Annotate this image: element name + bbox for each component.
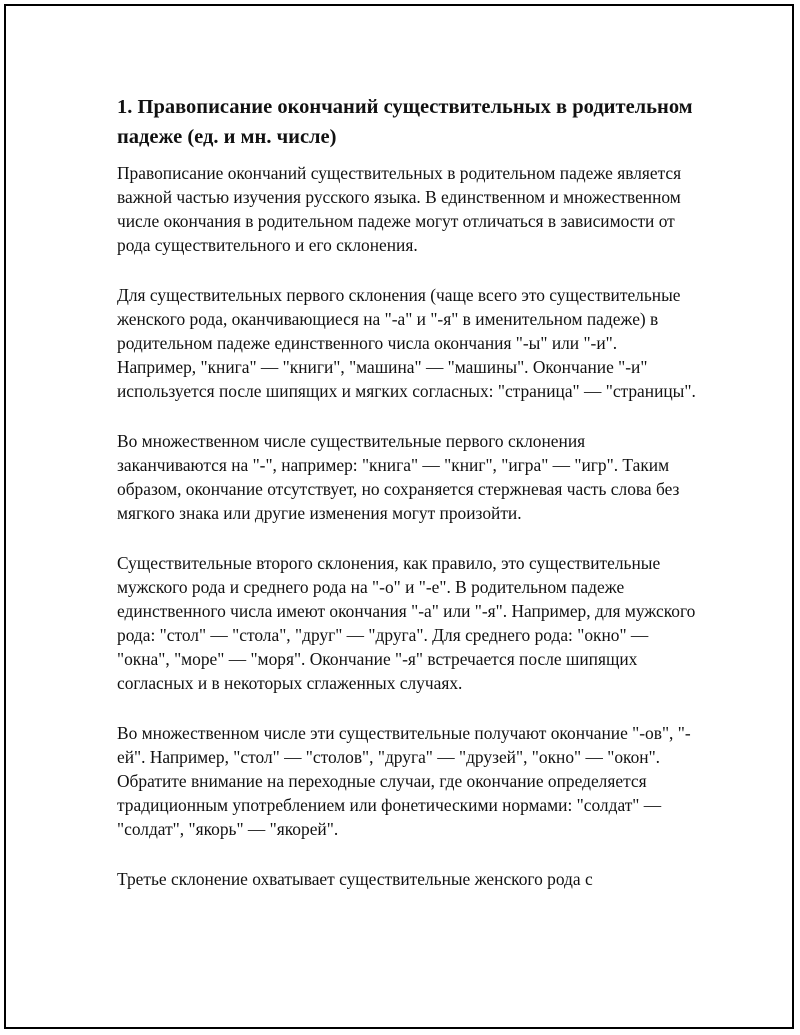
paragraph-third-declension: Третье склонение охватывает существительные женского рода с	[117, 869, 593, 889]
paragraph-first-declension-singular: Для существительных первого склонения (чаще всего это существительные женского рода, оканчивающиеся на "-а" и "-я" в именительном падеже) в родительном падеже единственного числа окончания "-ы" или "-и". Например, "книга" — "книги", "машина" — "машины". Окончание "-и" используется после шипящих и мягких согласных: "страница" — "страницы".	[117, 285, 696, 401]
document-body	[117, 92, 697, 917]
paragraph-second-declension-plural: Во множественном числе эти существительные получают окончание "-ов", "-ей". Например, "стол" — "столов", "друга" — "друзей", "окно" — "окон". Обратите внимание на переходные случаи, где окончание определяется традиционным употреблением или фонетическими нормами: "солдат" — "солдат", "якорь" — "якорей".	[117, 723, 691, 839]
paragraph-intro: Правописание окончаний существительных в родительном падеже является важной частью изучения русского языка. В единственном и множественном числе окончания в родительном падеже могут отличаться в зависимости от рода существительного и его склонения.	[117, 163, 682, 255]
section-heading: 1. Правописание окончаний существительных в родительном падеже (ед. и мн. числе)	[117, 96, 693, 148]
paragraph-second-declension-singular: Существительные второго склонения, как правило, это существительные мужского рода и среднего рода на "-о" и "-е". В родительном падеже единственного числа имеют окончания "-а" или "-я". Например, для мужского рода: "стол" — "стола", "друг" — "друга". Для среднего рода: "окно" — "окна", "море" — "моря". Окончание "-я" встречается после шипящих согласных и в некоторых сглаженных случаях.	[117, 553, 696, 693]
paragraph-first-declension-plural: Во множественном числе существительные первого склонения заканчиваются на "-", например: "книга" — "книг", "игра" — "игр". Таким образом, окончание отсутствует, но сохраняется стержневая часть слова без мягкого знака или другие изменения могут произойти.	[117, 431, 680, 523]
